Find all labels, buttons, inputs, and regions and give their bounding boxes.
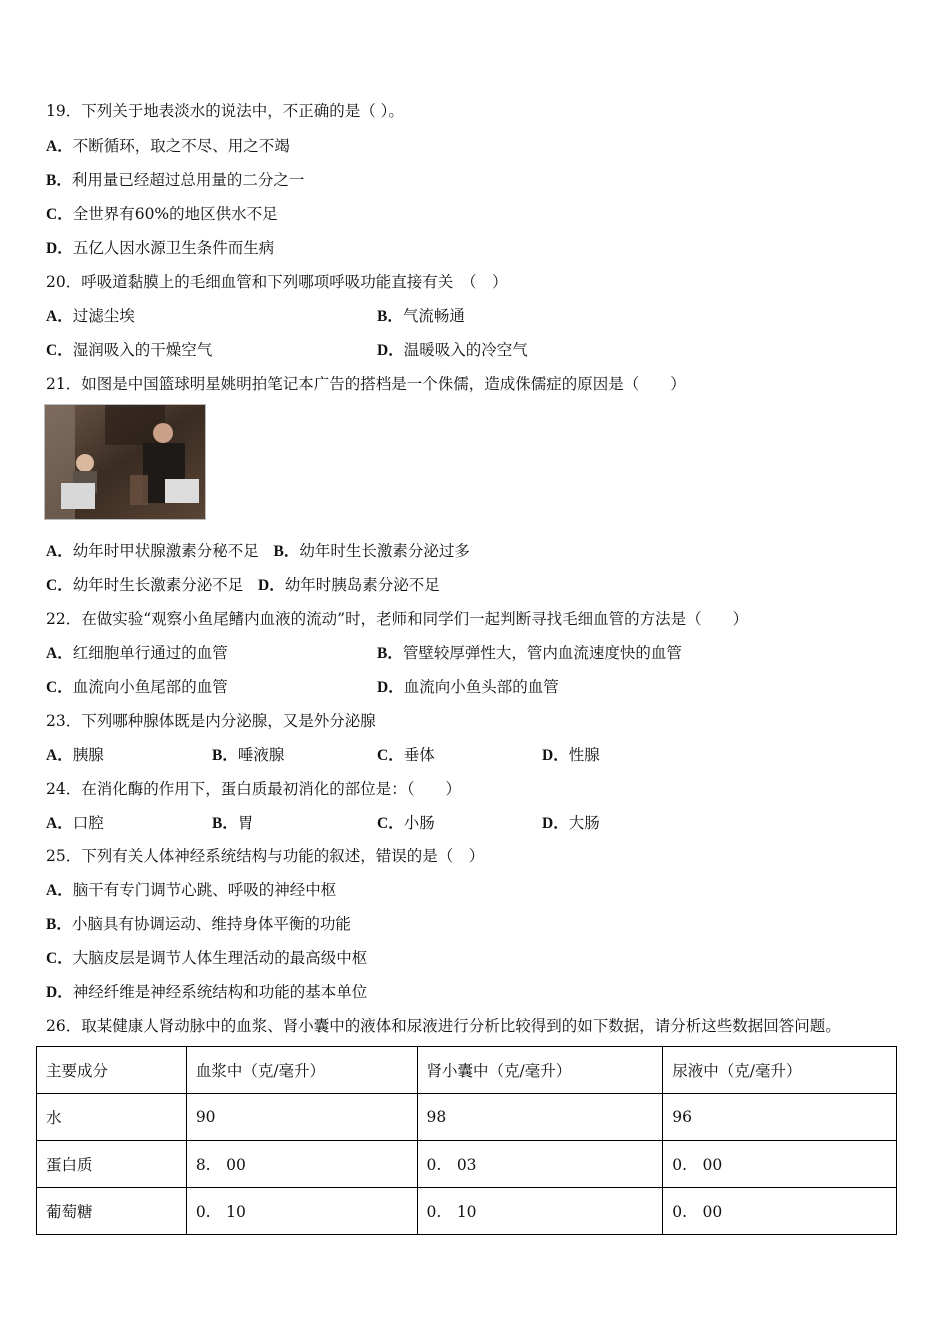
q23-stem: 23．下列哪种腺体既是内分泌腺，又是外分泌腺	[46, 712, 376, 730]
table-header-cell: 尿液中（克/毫升）	[663, 1047, 897, 1094]
table-header-row	[37, 1047, 897, 1094]
yao-ming-laptop-ad-photo	[44, 404, 206, 520]
q22-option-d: D．血流向小鱼头部的血管	[377, 678, 559, 696]
q19-stem: 19．下列关于地表淡水的说法中，不正确的是（ ）。	[46, 102, 404, 120]
q22-stem: 22．在做实验“观察小鱼尾鳍内血液的流动”时，老师和同学们一起判断寻找毛细血管的方法是（ ）	[46, 610, 749, 628]
table-header-cell: 肾小囊中（克/毫升）	[417, 1047, 663, 1094]
table-cell: 98	[417, 1094, 663, 1141]
q20-option-d: D．温暖吸入的冷空气	[377, 341, 528, 359]
q26-stem: 26．取某健康人肾动脉中的血浆、肾小囊中的液体和尿液进行分析比较得到的如下数据，请分析这些数据回答问题。	[46, 1017, 841, 1035]
q24-option-d: D．大肠	[542, 814, 600, 832]
q24-option-b: B．胃	[212, 814, 254, 832]
q20-stem: 20．呼吸道黏膜上的毛细血管和下列哪项呼吸功能直接有关 （ ）	[46, 273, 508, 291]
table-cell: 蛋白质	[37, 1141, 187, 1188]
table-cell: 0. 10	[186, 1188, 417, 1235]
q20-option-a: A．过滤尘埃	[46, 307, 135, 325]
table-cell: 0. 03	[417, 1141, 663, 1188]
q25-option-d: D．神经纤维是神经系统结构和功能的基本单位	[46, 983, 368, 1001]
q23-option-a: A．胰腺	[46, 746, 104, 764]
q20-option-c: C．湿润吸入的干燥空气	[46, 341, 213, 359]
q25-option-b: B．小脑具有协调运动、维持身体平衡的功能	[46, 915, 351, 933]
q25-option-a: A．脑干有专门调节心跳、呼吸的神经中枢	[46, 881, 337, 899]
q24-option-a: A．口腔	[46, 814, 104, 832]
table-cell: 90	[186, 1094, 417, 1141]
q22-option-a: A．红细胞单行通过的血管	[46, 644, 228, 662]
table-cell: 0. 00	[663, 1188, 897, 1235]
table-header-cell: 主要成分	[37, 1047, 187, 1094]
q21-stem: 21．如图是中国篮球明星姚明拍笔记本广告的搭档是一个侏儒，造成侏儒症的原因是（ ）	[46, 375, 686, 393]
q24-stem: 24．在消化酶的作用下，蛋白质最初消化的部位是：（ ）	[46, 780, 461, 798]
q25-option-c: C．大脑皮层是调节人体生理活动的最高级中枢	[46, 949, 368, 967]
table-row	[37, 1141, 897, 1188]
q19-option-b: B．利用量已经超过总用量的二分之一	[46, 171, 305, 189]
table-cell: 水	[37, 1094, 187, 1141]
q23-option-c: C．垂体	[377, 746, 435, 764]
table-row	[37, 1188, 897, 1235]
q19-option-c: C．全世界有60%的地区供水不足	[46, 205, 278, 223]
q19-option-a: A．不断循环，取之不尽、用之不竭	[46, 137, 290, 155]
table-cell: 0. 00	[663, 1141, 897, 1188]
q19-option-d: D．五亿人因水源卫生条件而生病	[46, 239, 275, 257]
table-header-cell: 血浆中（克/毫升）	[186, 1047, 417, 1094]
q21-option-ab: A．幼年时甲状腺激素分秘不足 B．幼年时生长激素分泌过多	[46, 542, 470, 560]
q24-option-c: C．小肠	[377, 814, 435, 832]
table-cell: 96	[663, 1094, 897, 1141]
q22-option-b: B．管壁较厚弹性大，管内血流速度快的血管	[377, 644, 682, 662]
table-cell: 葡萄糖	[37, 1188, 187, 1235]
photo-illustration	[45, 405, 205, 519]
q23-option-d: D．性腺	[542, 746, 600, 764]
table-cell: 0. 10	[417, 1188, 663, 1235]
q25-stem: 25．下列有关人体神经系统结构与功能的叙述，错误的是（ ）	[46, 847, 485, 865]
q23-option-b: B．唾液腺	[212, 746, 285, 764]
table-cell: 8. 00	[186, 1141, 417, 1188]
kidney-fluid-comparison-table	[36, 1046, 897, 1235]
q21-option-cd: C．幼年时生长激素分泌不足 D．幼年时胰岛素分泌不足	[46, 576, 440, 594]
q20-option-b: B．气流畅通	[377, 307, 465, 325]
table-row	[37, 1094, 897, 1141]
q22-option-c: C．血流向小鱼尾部的血管	[46, 678, 228, 696]
